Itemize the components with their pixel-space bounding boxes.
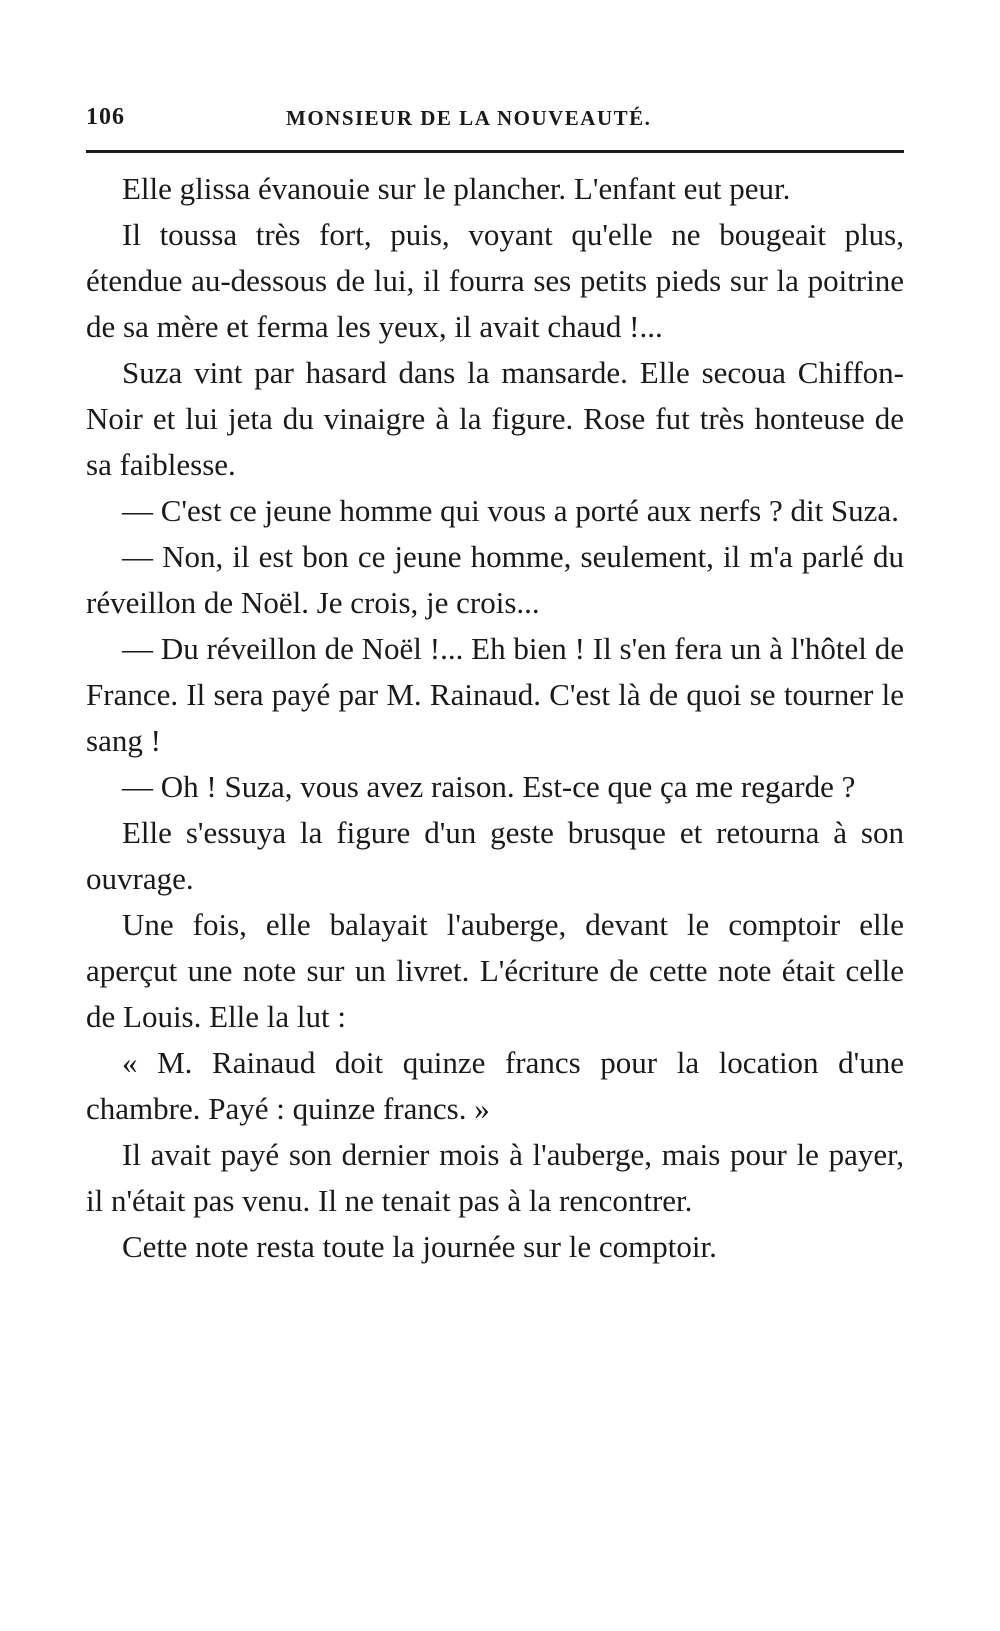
paragraph: Il avait payé son dernier mois à l'auberge, mais pour le payer, il n'était pas venu. Il ne tenait pas à la rencontrer. [86,1137,904,1218]
paragraph: — Non, il est bon ce jeune homme, seulement, il m'a parlé du réveillon de Noël. Je crois, je crois... [86,539,904,620]
paragraph: Une fois, elle balayait l'auberge, devant le comptoir elle aperçut une note sur un livret. L'écriture de cette note était celle de Louis. Elle la lut : [86,907,904,1034]
paragraph: — Du réveillon de Noël !... Eh bien ! Il s'en fera un à l'hôtel de France. Il sera payé par M. Rainaud. C'est là de quoi se tourner le sang ! [86,631,904,758]
running-title: MONSIEUR DE LA NOUVEAUTÉ. [286,106,652,130]
paragraph: Il toussa très fort, puis, voyant qu'elle ne bougeait plus, étendue au-dessous de lui, il fourra ses petits pieds sur la poitrine de sa mère et ferma les yeux, il avait chaud !... [86,217,904,344]
paragraph: Cette note resta toute la journée sur le comptoir. [122,1229,717,1264]
paragraph: — C'est ce jeune homme qui vous a porté aux nerfs ? dit Suza. [122,493,899,528]
body-text [86,166,904,1270]
paragraph: « M. Rainaud doit quinze francs pour la location d'une chambre. Payé : quinze francs. » [86,1045,904,1126]
paragraph: Elle glissa évanouie sur le plancher. L'enfant eut peur. [122,171,791,206]
header-rule [86,150,904,153]
paragraph: Suza vint par hasard dans la mansarde. Elle secoua Chiffon-Noir et lui jeta du vinaigre à la figure. Rose fut très honteuse de sa faiblesse. [86,355,904,482]
paragraph: — Oh ! Suza, vous avez raison. Est-ce que ça me regarde ? [122,769,856,804]
page-number: 106 [86,104,125,130]
page-header [86,104,904,144]
paragraph: Elle s'essuya la figure d'un geste brusque et retourna à son ouvrage. [86,815,904,896]
